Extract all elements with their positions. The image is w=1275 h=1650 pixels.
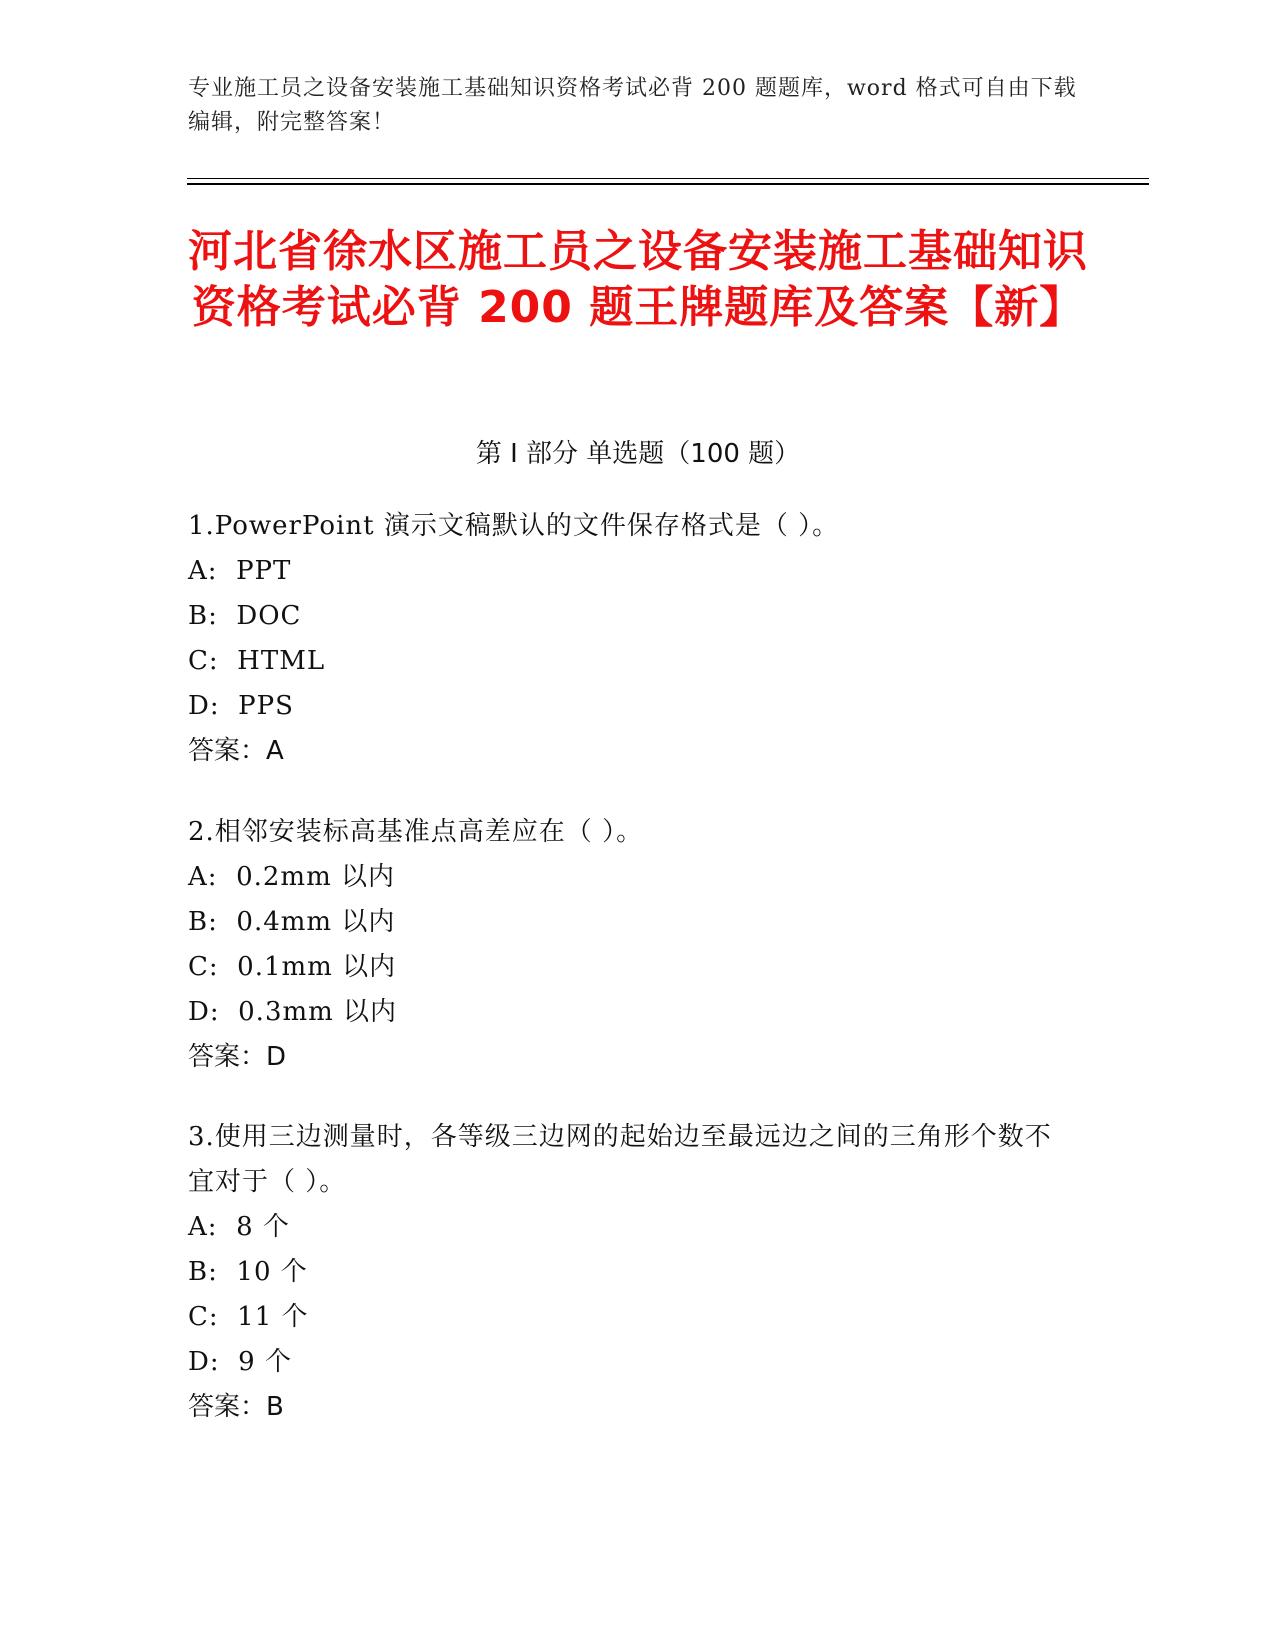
option-a: A: 8 个 [188, 1212, 290, 1242]
option-c: C: HTML [188, 646, 326, 676]
answer: 答案：A [188, 736, 284, 766]
option-d: D: PPS [188, 691, 294, 721]
option-a: A: 0.2mm 以内 [188, 862, 395, 892]
question-2 [188, 810, 1068, 1080]
document-title: 河北省徐水区施工员之设备安装施工基础知识资格考试必背 200 题王牌题库及答案【新】 [188, 226, 1088, 333]
question-stem: 1.PowerPoint 演示文稿默认的文件保存格式是（ ）。 [188, 511, 840, 541]
question-stem: 2.相邻安装标高基准点高差应在（ ）。 [188, 817, 644, 847]
answer: 答案：B [188, 1392, 284, 1422]
option-d: D: 9 个 [188, 1347, 292, 1377]
option-d: D: 0.3mm 以内 [188, 997, 398, 1027]
section-title: 第 I 部分 单选题（100 题） [475, 439, 801, 469]
question-stem: 3.使用三边测量时，各等级三边网的起始边至最远边之间的三角形个数不宜对于（ ）。 [188, 1122, 1052, 1197]
header-divider-thick [187, 183, 1149, 185]
header-divider-thin [187, 178, 1149, 179]
option-c: C: 0.1mm 以内 [188, 952, 397, 982]
header-note: 专业施工员之设备安装施工基础知识资格考试必背 200 题题库，word 格式可自由下载编辑，附完整答案！ [188, 76, 1077, 135]
question-1 [188, 504, 1068, 774]
answer: 答案：D [188, 1042, 287, 1072]
option-a: A: PPT [188, 556, 292, 586]
option-c: C: 11 个 [188, 1302, 309, 1332]
option-b: B: 0.4mm 以内 [188, 907, 396, 937]
option-b: B: DOC [188, 601, 302, 631]
option-b: B: 10 个 [188, 1257, 308, 1287]
question-3 [188, 1115, 1068, 1430]
